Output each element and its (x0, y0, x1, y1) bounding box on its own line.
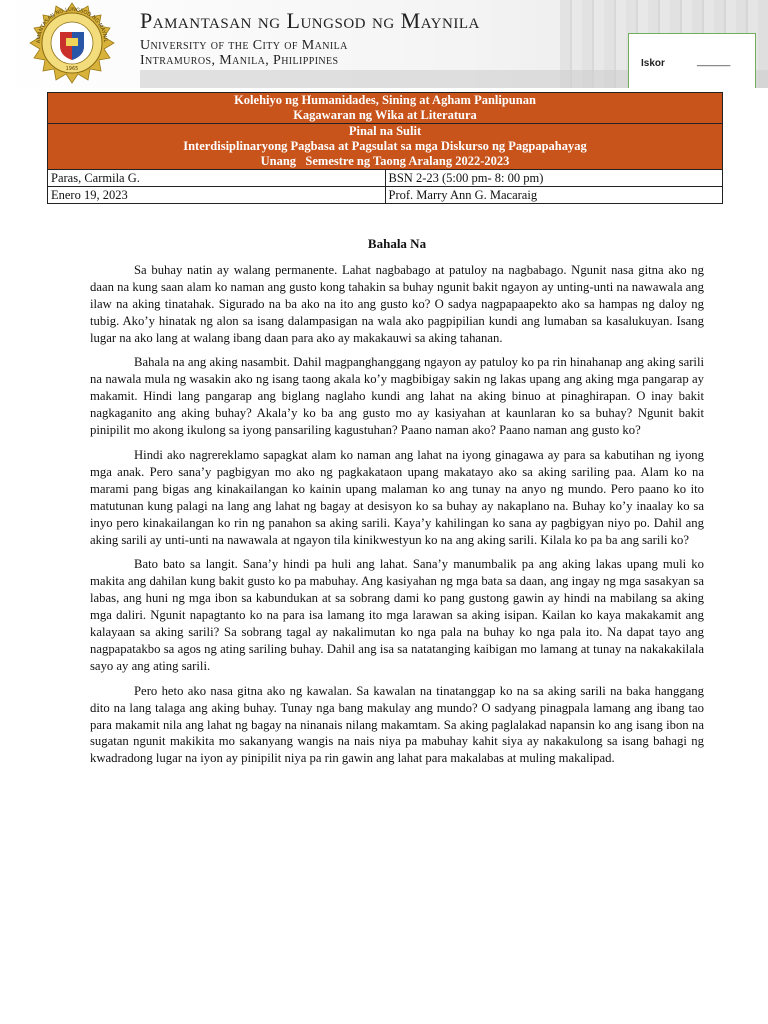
exam-date: Enero 19, 2023 (48, 187, 386, 204)
university-seal-logo (22, 2, 122, 84)
essay-paragraph-5: Pero heto ako nasa gitna ako ng kawalan. Sa kawalan na tinatanggap ko na sa aking sarili na baka hanggang dito na lang talaga ang aking buhay. Tunay nga bang makulay ang mundo? O sadyang pinagpala lamang ang ibang tao para makamit nila ang lahat ng bagay na ninanais nilang makamtam. Sa aking paglalakad napansin ko ang isang ibon na sugatan ngunit makikita mo sakanyang wangis na nais niya pa mabuhay kahit siya ay nakakulong sa isang bahagi ng kwadradong lugar na iyon ay pinipilit niya pa rin gawin ang lahat para makalabas at muling makalipad. (90, 683, 704, 766)
essay-body (90, 236, 704, 775)
score-box[interactable] (628, 33, 756, 88)
score-label: Iskor (641, 58, 665, 69)
essay-paragraph-3: Hindi ako nagrereklamo sapagkat alam ko naman ang lahat na iyong ginagawa ay para sa kabutihan ng iyong mga anak. Pero sana’y pagbigyan mo ako ng pagkakataon upang makatayo ako sa aking sariling paa. Alam ko na marami pang bigas ang kinakailangan ko kainin upang malaman ko ang tunay na anyo ng mundo. Pero paano ko ito matutunan kung palagi na lang ang lahat ng bagay at desisyon ko sa buhay ay nakaplano na. Buhay ko’y inaalay ko sa inyo pero kinakailangan ko rin ng panahon sa aking sarili. Kaya’y kahilingan ko sana ay pagbigyan niyo po. Dahil ang aking sarili ay unti-unti na nawawala at ngayon tila kinikwestyun ko na ang aking sarili. Kilala ko pa ba ang sarili ko? (90, 447, 704, 547)
exam-info-table (47, 92, 723, 204)
semester-text: Unang Semestre ng Taong Aralang 2022-2023 (260, 154, 510, 168)
exam-block (48, 124, 723, 170)
university-address: Intramuros, Manila, Philippines (140, 53, 339, 68)
college-name: Kolehiyo ng Humanidades, Sining at Agham Panlipunan (234, 93, 536, 107)
svg-text:1965: 1965 (65, 66, 79, 72)
essay-paragraph-2: Bahala na ang aking nasambit. Dahil magpanghanggang ngayon ay patuloy ko pa rin hinahanap ang aking sarili na nawala mula ng wasakin ako ng isang taong akala ko’y magbibigay sakin ng lakas upang ang aking mga pangarap ay makamit. Hindi lang pangarap ang biglang naglaho kundi ang lahat na aking binuo at pinaghirapan. O inay bakit nagkaganito ang aking buhay? Akala’y ko ba ang gusto mo ay kasiyahan at kaunlaran ko sa buhay? Ngunit bakit pinipilit mo akong ikulong sa iyong pansariling kagustuhan? Paano naman ako? Paano naman ang gusto ko? (90, 355, 704, 438)
course-title: Interdisiplinaryong Pagbasa at Pagsulat sa mga Diskurso ng Pagpapahayag (183, 139, 587, 153)
university-name: Pamantasan ng Lungsod ng Maynila (140, 8, 480, 33)
department-name: Kagawaran ng Wika at Literatura (293, 108, 477, 122)
university-english-name: University of the City of Manila (140, 38, 348, 53)
section-schedule: BSN 2-23 (5:00 pm- 8: 00 pm) (385, 170, 723, 187)
essay-paragraph-1: Sa buhay natin ay walang permanente. Lahat nagbabago at patuloy na nagbabago. Ngunit nasa gitna ako ng daan na kung saan alam ko naman ang gusto kong tahakin sa buhay ngunit bakit ngayon ay unting-unti na nawawala ang ilaw na aking tinatahak. Sigurado na ba ako na ito ang gusto ko? O sadya nagpapaapekto ako sa hampas ng daloy ng tubig. Ako’y hinatak ng alon sa isang dalampasigan na wala ako pagpipilian kundi ang lumaban sa kasalukuyan. Isang lugar na ako lang at walang ibang daan para ako ay makakauwi sa aking tahanan. (90, 262, 704, 345)
exam-title: Pinal na Sulit (348, 124, 422, 138)
svg-text:PAMANTASAN NG LUNGSOD NG MAYNI: AMANTASAN NG LUNGSOD NG MAYNIL (35, 6, 109, 44)
header-block (48, 93, 723, 124)
university-header-banner (0, 0, 768, 88)
essay-title: Bahala Na (367, 236, 427, 251)
score-blank[interactable]: ______ (697, 56, 731, 67)
student-name: Paras, Carmila G. (48, 170, 386, 187)
professor-name: Prof. Marry Ann G. Macaraig (385, 187, 723, 204)
essay-paragraph-4: Bato bato sa langit. Sana’y hindi pa huli ang lahat. Sana’y manumbalik pa ang aking lakas upang muli ko makita ang dahilan kung bakit gusto ko pa mabuhay. Ang kasiyahan ng mga bata sa daan, ang ingay ng mga sasakyan sa labas, ang huni ng mga ibon sa kabundukan at sa sobrang dami ko pang gustong gawin ay hindi na mabilang sa aking mga daliri. Ngunit napagtanto ko na para isa lamang ito mga larawan sa aking isipan. Kailan ko kaya makakamit ang kalayaan sa aking sarili? Sa sobrang tagal ay nakalimutan ko nga pala na buhay ko nga pala ito. Na dapat tayo ang nagpapatakbo sa agos ng ating sariling buhay. Dahil ang isa sa natatanging kaibigan mo lamang at tunay na nakakakilala sayo ay ang ating sarili. (90, 557, 704, 673)
